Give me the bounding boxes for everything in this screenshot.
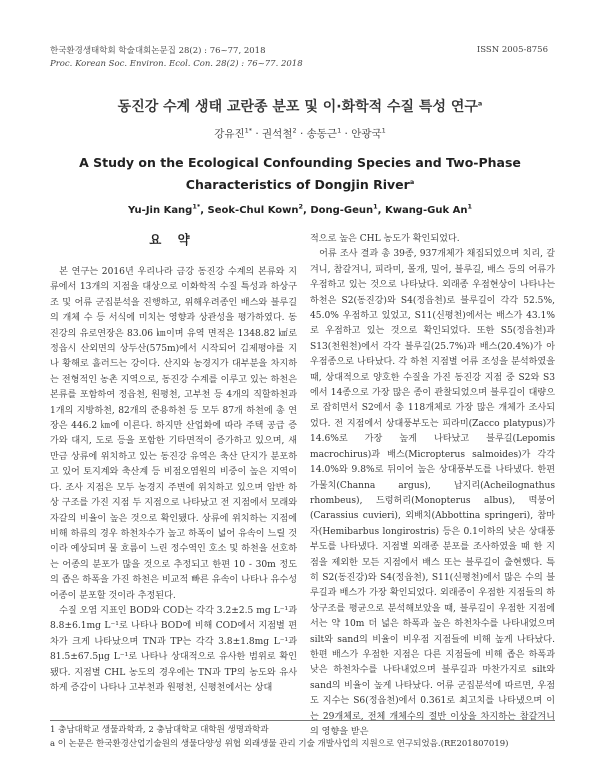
paragraph: 어류 조사 결과 총 39종, 937개체가 채집되었으며 치리, 갈겨니, 참갈겨니, 피라미, 몰개, 밀어, 블루길, 배스 등의 어류가 우점하고 있는 것으로 나타났다. 외래종 우점현상이 나타나는 하천은 S2(동진강)와 S4(정읍천)로 블루길이 각각 52.5%, 45.0% 우점하고 있었고, S11(신평천)에서는 배스가 43.1%로 우점하고 있는 것으로 확인되었다. 또한 S5(정읍천)과 S13(천원천)에서 각각 블루길(25.7%)과 배스(20.4%)가 아우점종으로 나타났다. 각 하천 지점별 어류 조성을 분석하였을 때, 상대적으로 양호한 수질을 가진 동진강 지점 중 S2와 S3에서 14종으로 가장 많은 종이 관찰되었으며 블루길이 대량으로 잡히면서 S2에서 총 118개체로 가장 많은 개체가 조사되었다. 전 지점에서 상대풍부도는 피라미(Zacco platypus)가 14.6%로 가장 높게 나타났고 블루길(Lepomis macrochirus)과 배스(Micropterus salmoides)가 각각 14.0%와 9.8%로 뒤이어 높은 상대풍부도를 나타냈다. 한편 가물치(Channa argus), 납지리(Acheilognathus rhombeus), 드렁허리(Monopterus albus), 떡붕어(Carassius cuvieri), 외배치(Abbottina springeri), 참마자(Hemibarbus longirostris) 등은 0.1이하의 낮은 상대풍부도를 나타냈다. 지점별 외래종 분포를 조사하였을 때 한 지점을 제외한 모든 지점에서 배스 또는 블루길이 출현했다. 특히 S2(동진강)와 S4(정읍천), S11(신평천)에서 많은 수의 블루길과 배스가 가장 확인되었다. 외래종이 우점한 지점들의 하상구조를 평균으로 분석해보았을 때, 블루길이 우점한 지점에서는 약 10m 더 넓은 하폭과 높은 하천차수를 나타내었으며 silt와 sand의 비율이 비우점 지점들에 비해 높게 나타났다. 한편 배스가 우점한 지점은 다른 지점들에 비해 좁은 하폭과 낮은 하천차수를 나타내었으며 블루길과 마찬가지로 silt와 sand의 비율이 높게 나타났다. 어류 군집분석에 따르면, 우점도 지수는 S6(정읍천)에서 0.361로 최고치를 나타냈으며 이는 29개체로, 전체 개체수의 절반 이상을 차지하는 참갈겨니의 영향을 받은	[310, 249, 555, 737]
footnote-affiliations: 1 충남대학교 생물과학과, 2 충남대학교 대학원 생명과학과	[50, 725, 269, 735]
paragraph: 적으로 높은 CHL 농도가 확인되었다.	[310, 234, 460, 244]
author-ko: 권석철$^2$	[262, 126, 297, 140]
author-en: Kwang-Guk An$^1$	[384, 202, 472, 216]
issn: ISSN 2005-8756	[476, 45, 548, 55]
author-en: Dong-Geun$^1$	[310, 202, 378, 216]
title-english: A Study on the Ecological Confounding Species and Two-Phase Characteristics of Dongjin River$^a$	[79, 155, 521, 192]
author-ko: 송동근$^1$	[306, 126, 342, 140]
author-ko: 안광국$^1$	[351, 126, 386, 140]
journal-citation-ko: 한국환경생태학회 학술대회논문집 28(2) : 76~77, 2018	[50, 46, 266, 56]
body-column-left	[50, 265, 297, 696]
paragraph: 본 연구는 2016년 우리나라 금강 동진강 수계의 본류와 지류에서 13개의 지점을 대상으로 이화학적 수질 특성과 하상구조 및 어류 군집분석을 진행하고, 위해우려종인 배스와 블루길의 개체 수 등 서식에 미치는 영향과 상관성을 평가하였다. 동진강의 유로연장은 83.06 ㎞이며 유역 면적은 1348.82 ㎢로 정읍시 산외면의 상두산(575m)에서 시작되어 김제평야를 지나 황해로 흘러드는 강이다. 산지와 농경지가 대부분을 차지하는 전형적인 농촌 지역으로, 동진강 수계를 이루고 있는 하천은 본류를 포함하여 정읍천, 원평천, 고부천 등 4개의 직할하천과 1개의 지방하천, 82개의 준용하천 등 모두 87개 하천에 총 연장은 446.2 ㎞에 이른다. 하지만 산업화에 따라 주택 공급 증가와 대지, 도로 등을 포함한 기타면적이 증가하고 있으며, 새만금 상류에 위치하고 있는 동진강 유역은 축산 단지가 분포하고 있어 토지계와 축산계 등 비점오염원의 비중이 높은 지역이다. 조사 지점은 모두 농경지 주변에 위치하고 있으며 암반 하상 구조를 가진 지점 두 지점으로 나타났고 전 지점에서 모래와 자갈의 비율이 높은 것으로 확인됐다. 상류에 위치하는 지점에 비해 하류의 경우 하천차수가 높고 하폭이 넓어 유속이 느릴 것이라 예상되며 물 흐름이 느린 정수역인 호소 및 하천을 선호하는 어종의 분포가 많을 것으로 추정되고 한편 10 - 30m 정도의 좁은 하폭을 가진 하천은 비교적 빠른 유속이 나타나 유수성 어종이 분포할 것이라 추정된다.	[50, 267, 297, 601]
footnote-divider	[50, 720, 555, 721]
authors-english: Yu-Jin Kang$^{1*}$, Seok-Chul Kown$^2$, Dong-Geun$^1$, Kwang-Guk An$^1$	[128, 202, 472, 216]
authors-korean: 강유진$^{1*}$ · 권석철$^2$ · 송동근$^1$ · 안광국$^1$	[214, 126, 386, 140]
journal-citation-en: Proc. Korean Soc. Environ. Ecol. Con. 28(2) : 76~77. 2018	[50, 59, 303, 69]
abstract-heading: 요 약	[149, 232, 196, 247]
author-en: Yu-Jin Kang$^{1*}$	[128, 202, 201, 216]
author-en: Seok-Chul Kown$^2$	[207, 202, 304, 216]
title-korean: 동진강 수계 생태 교란종 분포 및 이·화학적 수질 특성 연구$^a$	[117, 99, 483, 115]
journal-header	[50, 45, 303, 71]
footnote-funding: a 이 논문은 한국환경산업기술원의 생물다양성 위협 외래생물 관리 기술 개발사업의 지원으로 연구되었음.(RE201807019)	[50, 739, 509, 749]
author-ko: 강유진$^{1*}$	[214, 126, 253, 140]
body-column-right	[310, 232, 555, 740]
paragraph: 수질 오염 지표인 BOD와 COD는 각각 3.2±2.5 mg L⁻¹과 8.8±6.1mg L⁻¹로 나타나 BOD에 비해 COD에서 지점별 편차가 크게 나타났으며 TN과 TP는 각각 3.8±1.8mg L⁻¹과 81.5±67.5μg L⁻¹로 나타나 상대적으로 유사한 범위로 확인됐다. 지점별 CHL 농도의 경우에는 TN과 TP의 농도와 유사하게 증감이 나타나 고부천과 원평천, 신평천에서는 상대	[50, 605, 297, 693]
